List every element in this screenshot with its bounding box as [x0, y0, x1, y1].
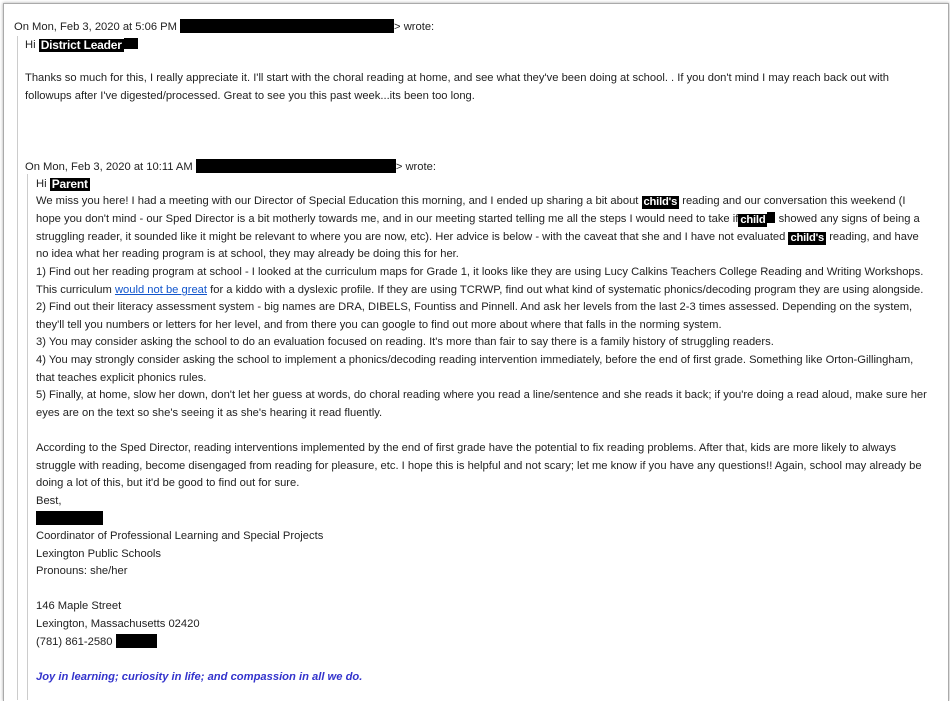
- address-city: Lexington, Massachusetts 02420: [36, 618, 200, 630]
- list-item-1-cont: This curriculum would not be great for a kiddo with a dyslexic profile. If they are using TCRWP, find out what kind of systematic phonics/decoding program they are using alongside.: [36, 284, 924, 296]
- redaction-label-child: child's: [790, 232, 825, 244]
- message-line: hope you don't mind - our Sped Director is a bit motherly towards me, and in our meeting started telling me all the steps I would need to take if child showed any signs of being a: [36, 213, 920, 226]
- curriculum-link[interactable]: would not be great: [114, 284, 208, 296]
- quote-bar-outer: [17, 36, 18, 700]
- redaction-label-parent: Parent: [51, 177, 88, 191]
- list-item-2: 2) Find out their literacy assessment system - big names are DRA, DIBELS, Fountiss and Pinnell. And ask her levels from the last 2-3 times assessed. Depending on the system,: [36, 301, 913, 313]
- redaction-label-child: child's: [643, 196, 678, 208]
- school-motto: Joy in learning; curiosity in life; and compassion in all we do.: [36, 671, 363, 683]
- signature-org: Lexington Public Schools: [36, 548, 162, 560]
- address-street: 146 Maple Street: [36, 600, 122, 612]
- redacted-name: [36, 511, 103, 525]
- address-phone: (781) 861-2580: [36, 634, 157, 649]
- list-item-4-cont: that teaches explicit phonics rules.: [36, 372, 207, 384]
- outer-header: On Mon, Feb 3, 2020 at 5:06 PM > wrote:: [14, 21, 435, 33]
- redacted-sender: [196, 159, 396, 173]
- signature-name: [36, 511, 103, 526]
- message-line: struggling reader, it sounded like it might be relevant to where you are now, etc). Her advice is below - with the caveat that she and I have not evaluated child's reading, and have: [36, 231, 919, 244]
- outer-body-line: Thanks so much for this, I really appreciate it. I'll start with the choral reading at home, and see what they've been doing at school. . If you don't mind I may reach back out with: [25, 72, 889, 84]
- message-line: We miss you here! I had a meeting with our Director of Special Education this morning, and I ended up sharing a bit about child's reading and our conversation this weekend (I: [36, 195, 906, 208]
- redaction-label-child: child: [740, 214, 766, 226]
- message-line: no idea what her reading program is at school, they may already be doing this for her.: [36, 248, 459, 260]
- closing-paragraph: doing a lot of this, but it'd be good to find out for sure.: [36, 477, 300, 489]
- quote-bar-inner: [27, 174, 28, 700]
- list-item-4: 4) You may strongly consider asking the school to implement a phonics/decoding reading intervention immediately, before the end of first grade. Something like Orton-Gillingham,: [36, 354, 914, 366]
- outer-body-line: followups after I've digested/processed. Great to see you this past week...its been too long.: [25, 90, 475, 102]
- redaction-label-district-leader: District Leader: [40, 38, 122, 52]
- signature-title: Coordinator of Professional Learning and Special Projects: [36, 530, 324, 542]
- email-frame: [3, 3, 949, 701]
- redacted-sender: [180, 19, 394, 33]
- outer-greeting: Hi District Leader: [25, 38, 138, 52]
- inner-header: On Mon, Feb 3, 2020 at 10:11 AM > wrote:: [25, 161, 436, 173]
- closing-paragraph: According to the Sped Director, reading interventions implemented by the end of first grade have the potential to fix reading problems. After that, kids are more likely to always: [36, 442, 897, 454]
- inner-greeting: Hi Parent: [36, 177, 88, 191]
- list-item-1: 1) Find out her reading program at school - I looked at the curriculum maps for Grade 1, it looks like they are using Lucy Calkins Teachers College Reading and Writing Workshops.: [36, 266, 924, 278]
- redacted-extension: [116, 634, 157, 648]
- list-item-5-cont: eyes are on the text so she's seeing it as she's hearing it read fluently.: [36, 407, 383, 419]
- list-item-5: 5) Finally, at home, slow her down, don't let her guess at words, do choral reading where you read a line/sentence and she reads it back; if you're doing a read aloud, make sure her: [36, 389, 927, 401]
- signature-pronouns: Pronouns: she/her: [36, 565, 128, 577]
- signoff: Best,: [36, 495, 62, 507]
- closing-paragraph: struggle with reading, become disengaged from reading for pleasure, etc. I hope this is helpful and not scary; let me know if you have any questions!! Again, school may already be: [36, 460, 922, 472]
- list-item-2-cont: they'll tell you numbers or letters for her level, and from there you can google to find out more about where that falls in the norming system.: [36, 319, 722, 331]
- list-item-3: 3) You may consider asking the school to do an evaluation focused on reading. It's more than fair to say there is a family history of struggling readers.: [36, 336, 774, 348]
